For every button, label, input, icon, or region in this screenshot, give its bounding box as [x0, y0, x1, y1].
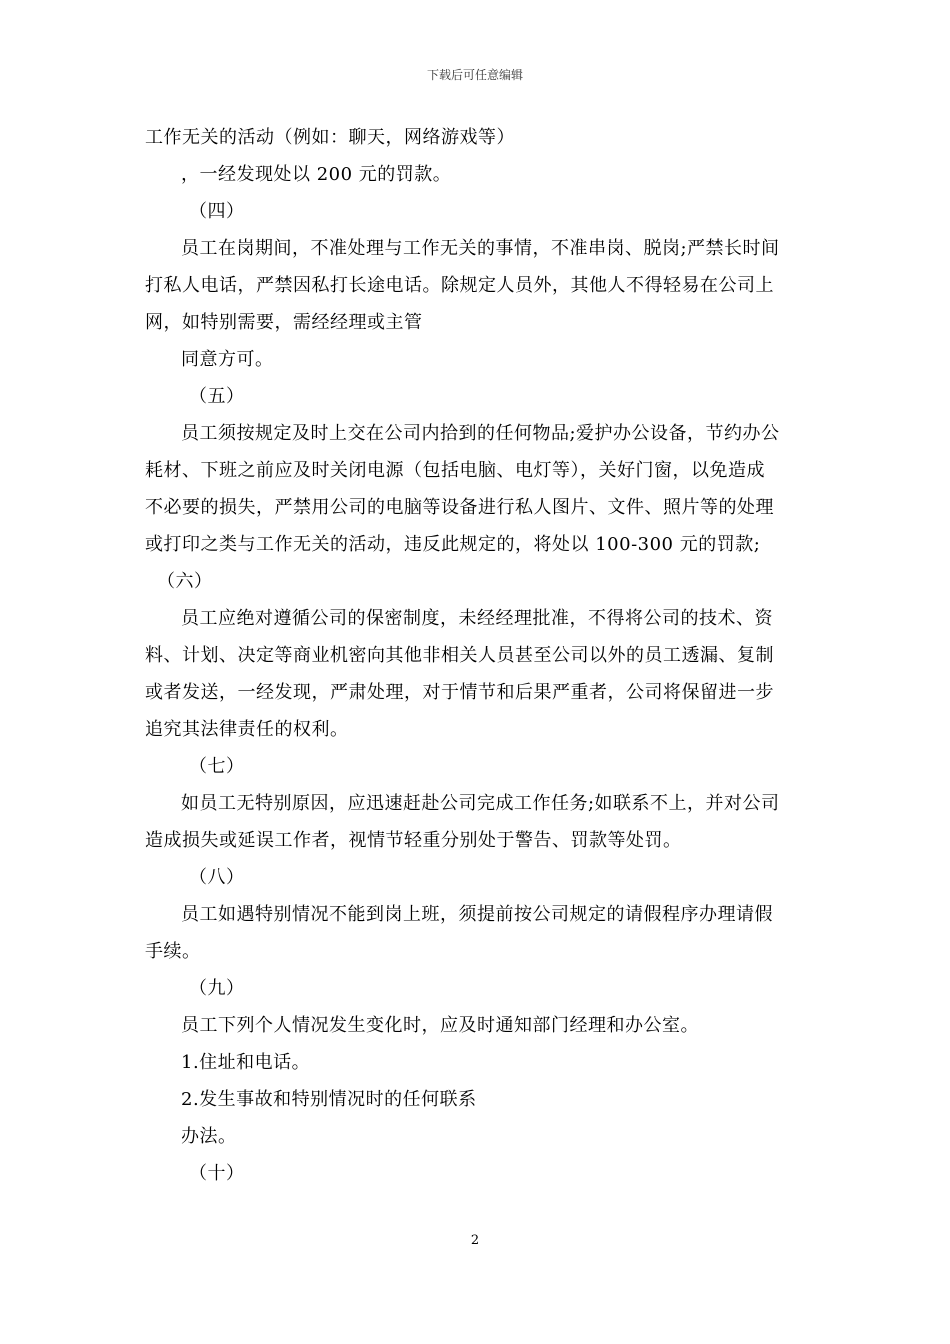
section-heading: （八）	[189, 867, 245, 888]
text-line: 耗材、下班之前应及时关闭电源（包括电脑、电灯等），关好门窗，以免造成	[145, 460, 765, 481]
text-line: ，一经发现处以 200 元的罚款。	[181, 164, 452, 185]
text-line: 追究其法律责任的权利。	[145, 719, 349, 740]
text-line: 打私人电话，严禁因私打长途电话。除规定人员外，其他人不得轻易在公司上	[145, 275, 774, 296]
list-item: 1.住址和电话。	[181, 1052, 311, 1073]
list-item: 2.发生事故和特别情况时的任何联系	[181, 1089, 477, 1110]
text-line: 料、计划、决定等商业机密向其他非相关人员甚至公司以外的员工透漏、复制	[145, 645, 774, 666]
text-line: 同意方可。	[181, 349, 274, 370]
text-line: 造成损失或延误工作者，视情节轻重分别处于警告、罚款等处罚。	[145, 830, 682, 851]
text-line: 办法。	[181, 1126, 237, 1147]
section-heading: （九）	[189, 978, 245, 999]
section-heading: （六）	[157, 571, 213, 592]
text-line: 或打印之类与工作无关的活动，违反此规定的，将处以 100-300 元的罚款;	[145, 534, 761, 555]
text-line: 网，如特别需要，需经经理或主管	[145, 312, 423, 333]
page-header: 下载后可任意编辑	[426, 68, 523, 82]
document-body	[145, 119, 810, 1192]
text-line: 员工在岗期间，不准处理与工作无关的事情，不准串岗、脱岗;严禁长时间	[181, 238, 780, 259]
section-heading: （十）	[189, 1163, 245, 1184]
text-line: 员工应绝对遵循公司的保密制度，未经经理批准，不得将公司的技术、资	[181, 608, 773, 629]
section-heading: （五）	[189, 386, 245, 407]
section-heading: （四）	[189, 201, 245, 222]
text-line: 手续。	[145, 941, 201, 962]
text-line: 工作无关的活动（例如：聊天，网络游戏等）	[145, 127, 515, 148]
text-line: 不必要的损失，严禁用公司的电脑等设备进行私人图片、文件、照片等的处理	[145, 497, 774, 518]
section-heading: （七）	[189, 756, 245, 777]
page-number: 2	[470, 1233, 480, 1248]
text-line: 员工下列个人情况发生变化时，应及时通知部门经理和办公室。	[181, 1015, 699, 1036]
text-line: 员工须按规定及时上交在公司内拾到的任何物品;爱护办公设备，节约办公	[181, 423, 780, 444]
text-line: 或者发送，一经发现，严肃处理，对于情节和后果严重者，公司将保留进一步	[145, 682, 774, 703]
text-line: 如员工无特别原因，应迅速赶赴公司完成工作任务;如联系不上，并对公司	[181, 793, 780, 814]
text-line: 员工如遇特别情况不能到岗上班，须提前按公司规定的请假程序办理请假	[181, 904, 773, 925]
